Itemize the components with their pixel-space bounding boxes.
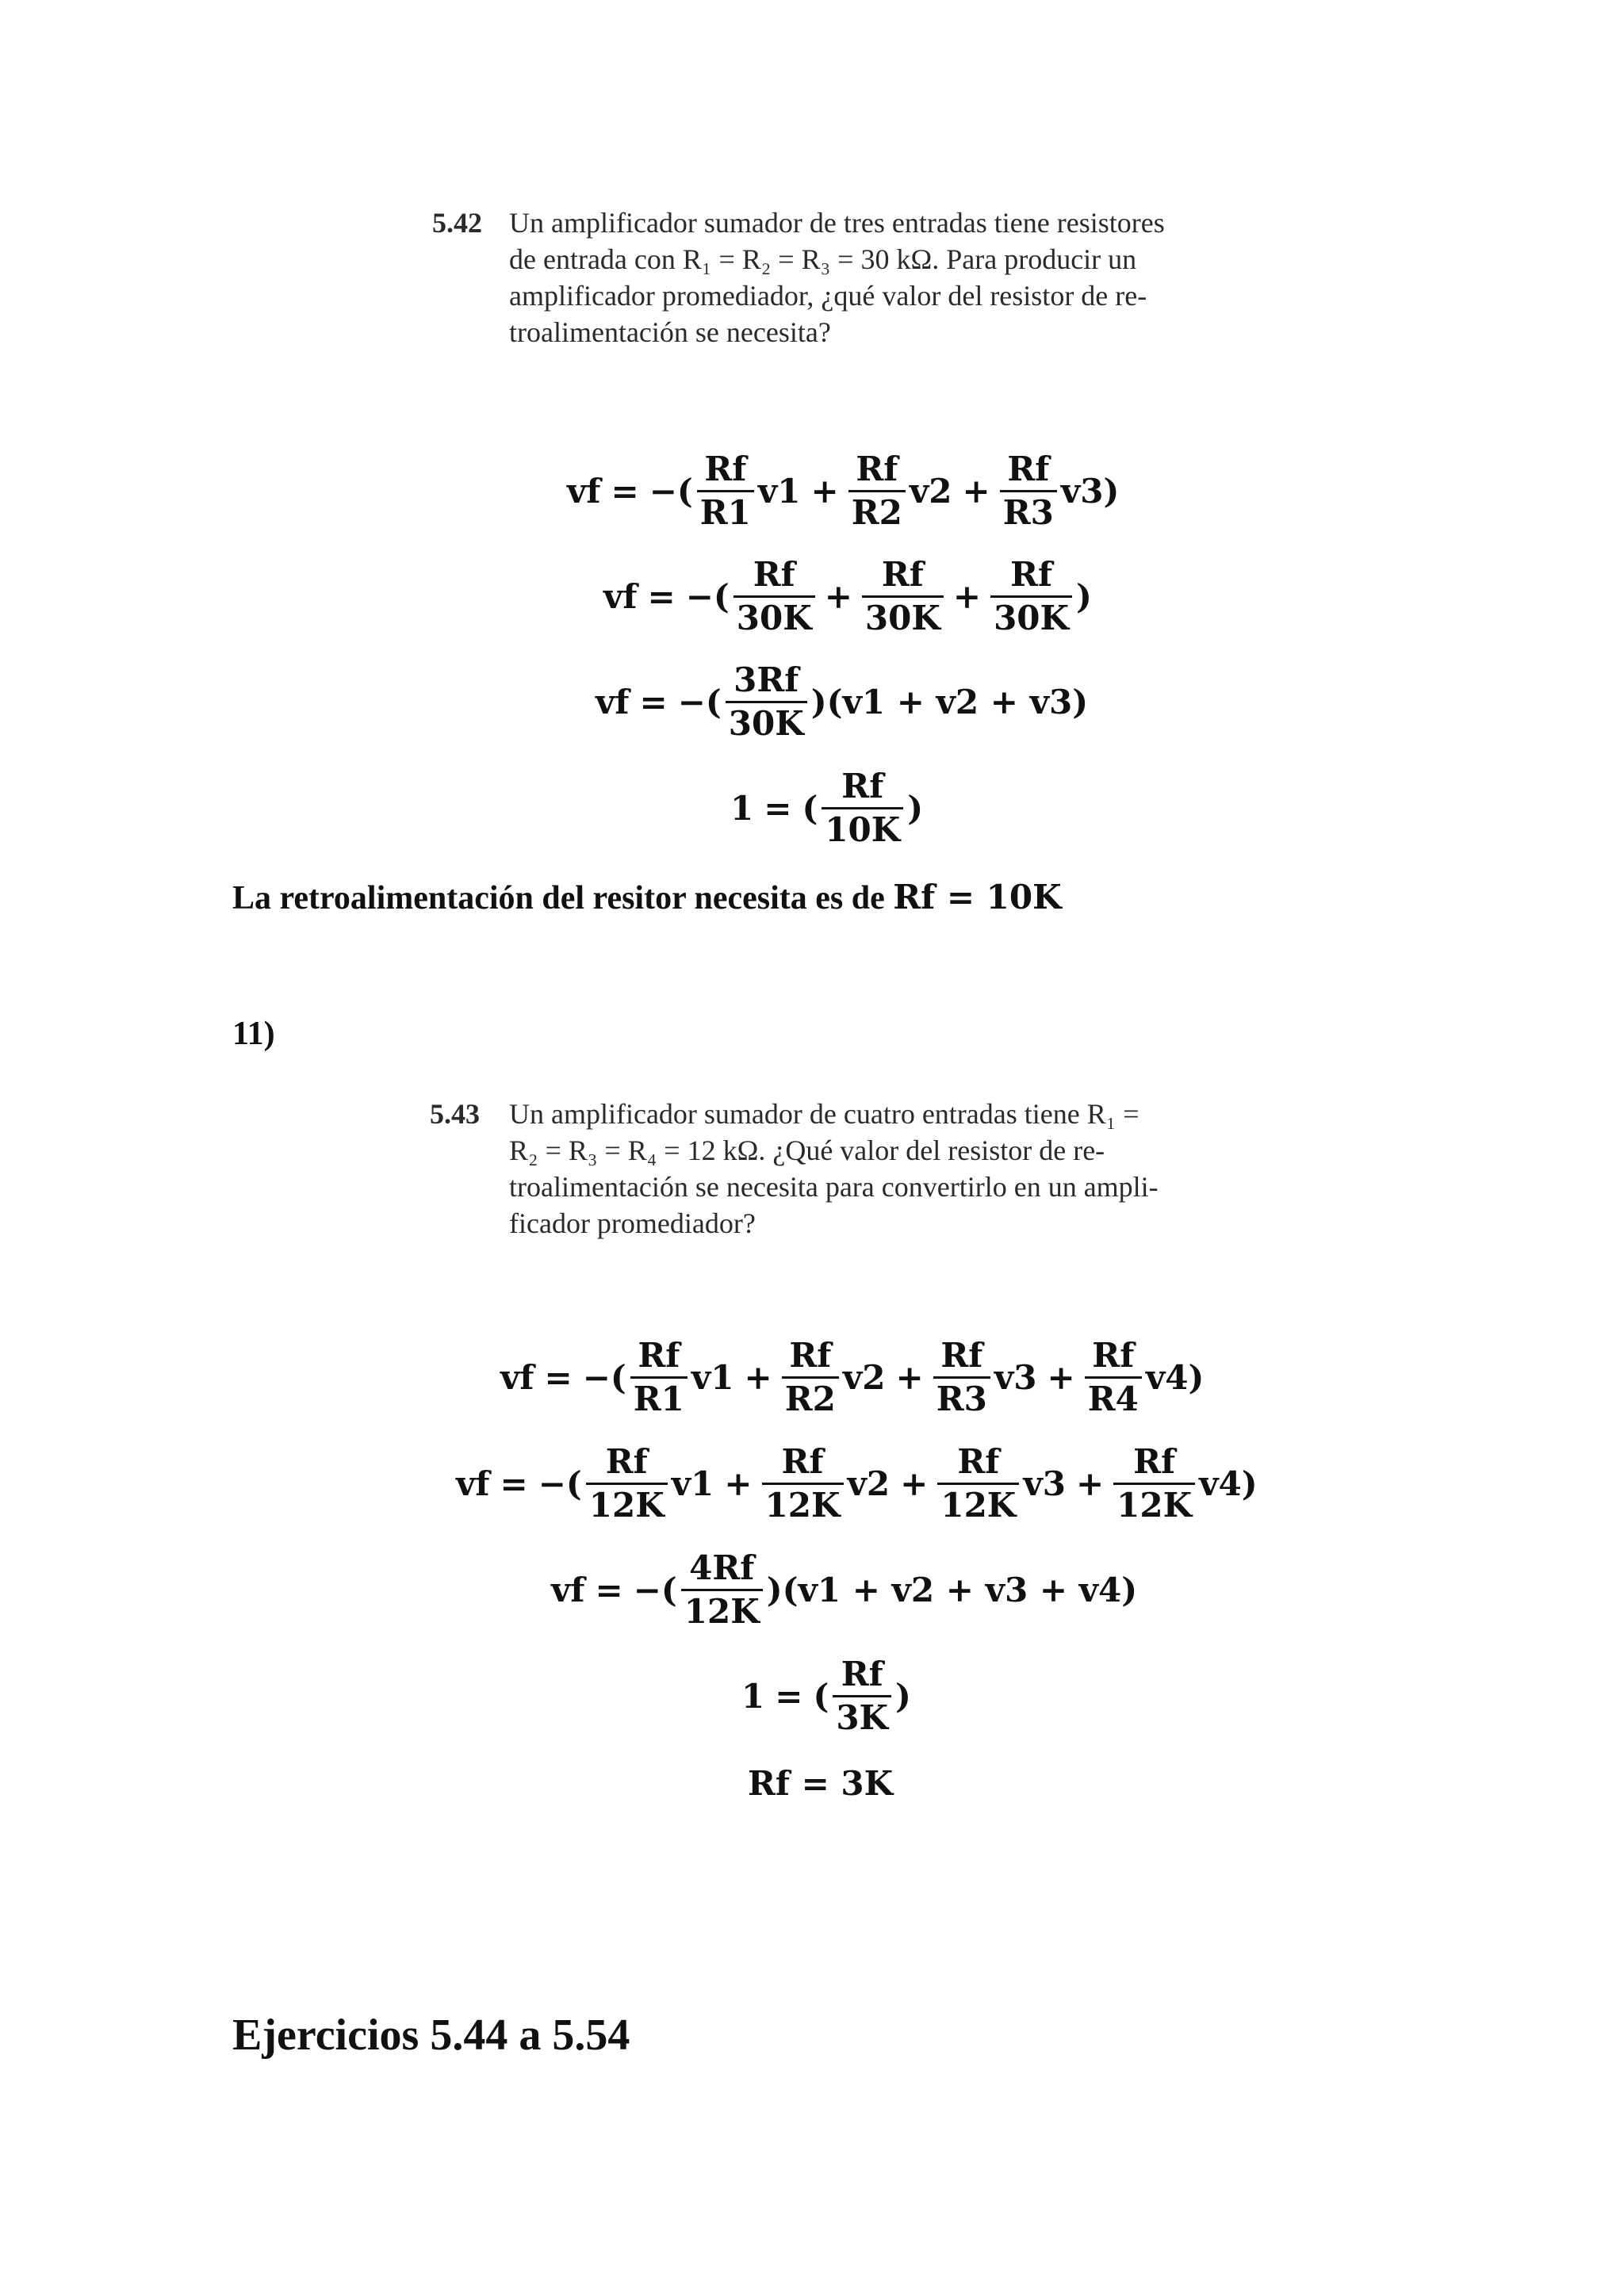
result-text: Rf = 3K (748, 1764, 894, 1803)
denominator: 30K (862, 595, 944, 636)
eq-sign: = (764, 789, 792, 828)
numerator: Rf (789, 1336, 832, 1375)
numerator: Rf (605, 1442, 648, 1481)
eq-lhs: 1 (730, 789, 754, 828)
numerator: Rf (856, 450, 898, 488)
eq-lhs: vf (596, 683, 630, 722)
equation-2 (601, 557, 1094, 636)
result (745, 1764, 895, 1803)
equation-4 (728, 769, 925, 848)
eq-var: v2 (847, 1464, 891, 1504)
numerator: Rf (1133, 1442, 1176, 1481)
denominator: 12K (1113, 1483, 1195, 1523)
eq-lhs: vf (500, 1358, 534, 1398)
problem-line: R₂ = R₃ = R₄ = 12 kΩ. ¿Qué valor del resistor de re- (509, 1135, 1105, 1166)
conclusion-math: Rf = 10K (893, 878, 1062, 916)
equation-4 (739, 1655, 914, 1738)
eq-lhs: vf (456, 1464, 490, 1504)
eq-sign: = (639, 683, 668, 722)
eq-sign: = (611, 472, 639, 511)
problem-line: amplificador promediador, ¿qué valor del resistor de re- (509, 280, 1147, 312)
denominator: R4 (1085, 1376, 1142, 1417)
problem-5-42 (432, 205, 1193, 350)
numerator: Rf (841, 767, 884, 806)
exercise-number: 11) (232, 1016, 275, 1052)
equation-1 (565, 450, 1121, 533)
eq-open: −( (649, 472, 693, 511)
problem-number: 5.43 (430, 1098, 480, 1130)
denominator: R3 (933, 1376, 990, 1417)
fraction (848, 450, 906, 533)
eq-open: ( (802, 789, 818, 828)
denominator: 10K (822, 807, 903, 848)
eq-close: ) (895, 1677, 911, 1716)
conclusion (232, 878, 1062, 917)
eq-sign: = (500, 1464, 528, 1504)
numerator: 3Rf (733, 660, 799, 699)
fraction (1113, 1442, 1195, 1525)
eq-sign: = (647, 577, 676, 617)
numerator: Rf (753, 555, 795, 594)
eq-var: v1 (671, 1464, 714, 1504)
eq-sign: = (595, 1571, 623, 1610)
eq-op: + (952, 577, 982, 617)
numerator: Rf (957, 1442, 1000, 1481)
eq-lhs: vf (603, 577, 638, 617)
eq-lhs: vf (551, 1571, 585, 1610)
eq-op: + (824, 577, 852, 617)
problem-5-43 (432, 1096, 1193, 1242)
fraction (697, 450, 754, 533)
numerator: Rf (940, 1336, 983, 1375)
eq-sign: = (544, 1358, 573, 1398)
fraction (822, 769, 903, 848)
eq-rest: )(v1 + v2 + v3) (810, 683, 1089, 722)
denominator: 30K (726, 701, 807, 741)
eq-var: v2 (842, 1358, 886, 1398)
eq-open: −( (677, 683, 722, 722)
conclusion-text: La retroalimentación del resitor necesita es de (232, 880, 885, 916)
fraction (762, 1442, 844, 1525)
numerator: Rf (1007, 450, 1050, 488)
denominator: 3K (833, 1695, 891, 1735)
eq-lhs: 1 (741, 1677, 765, 1716)
eq-op: + (810, 472, 839, 511)
numerator: Rf (781, 1442, 824, 1481)
denominator: 12K (681, 1589, 763, 1629)
fraction (586, 1442, 668, 1525)
problem-line: troalimentación se necesita para convertirlo en un ampli- (509, 1171, 1159, 1203)
fraction (933, 1338, 990, 1417)
eq-rest: )(v1 + v2 + v3 + v4) (766, 1571, 1138, 1610)
eq-open: ( (813, 1677, 829, 1716)
equation-1 (498, 1338, 1206, 1417)
eq-op: + (1047, 1358, 1075, 1398)
numerator: Rf (638, 1336, 680, 1375)
eq-open: −( (685, 577, 730, 617)
numerator: Rf (1092, 1336, 1135, 1375)
problem-text (509, 205, 1193, 350)
eq-var: v3) (1060, 472, 1120, 511)
eq-op: + (900, 1464, 929, 1504)
fraction (990, 557, 1072, 636)
denominator: R1 (630, 1376, 688, 1417)
problem-line: de entrada con R₁ = R₂ = R₃ = 30 kΩ. Para producir un (509, 243, 1137, 275)
fraction (681, 1548, 763, 1632)
problem-line: troalimentación se necesita? (509, 316, 831, 348)
denominator: 12K (586, 1483, 668, 1523)
eq-op: + (744, 1358, 772, 1398)
equation-3 (593, 660, 1090, 744)
problem-number: 5.42 (432, 207, 482, 239)
problem-line: Un amplificador sumador de cuatro entradas tiene R₁ = (509, 1098, 1139, 1130)
denominator: R2 (848, 490, 906, 530)
eq-op: + (1075, 1464, 1105, 1504)
eq-op: + (724, 1464, 753, 1504)
fraction (862, 557, 944, 636)
eq-var: v3 (1023, 1464, 1066, 1504)
numerator: Rf (841, 1655, 883, 1693)
denominator: R1 (697, 490, 754, 530)
eq-op: + (962, 472, 990, 511)
problem-line: Un amplificador sumador de tres entradas tiene resistores (509, 207, 1165, 239)
denominator: 30K (990, 595, 1072, 636)
fraction (833, 1655, 891, 1738)
denominator: R2 (782, 1376, 839, 1417)
numerator: Rf (1010, 555, 1053, 594)
equation-2 (454, 1442, 1260, 1525)
eq-open: −( (582, 1358, 626, 1398)
denominator: 12K (937, 1483, 1019, 1523)
numerator: Rf (704, 450, 747, 488)
eq-close: ) (1076, 577, 1092, 617)
fraction (733, 557, 815, 636)
eq-var: v1 (691, 1358, 734, 1398)
eq-var: v4) (1199, 1464, 1258, 1504)
problem-text (509, 1096, 1193, 1242)
eq-var: v2 (909, 472, 952, 511)
eq-op: + (895, 1358, 924, 1398)
fraction (937, 1442, 1019, 1525)
eq-var: v3 (994, 1358, 1037, 1398)
fraction (726, 660, 807, 744)
denominator: 12K (762, 1483, 844, 1523)
denominator: R3 (1000, 490, 1057, 530)
eq-close: ) (907, 789, 924, 828)
eq-sign: = (775, 1677, 803, 1716)
fraction (630, 1338, 688, 1417)
eq-open: −( (538, 1464, 582, 1504)
eq-lhs: vf (567, 472, 601, 511)
eq-open: −( (633, 1571, 677, 1610)
problem-line: ficador promediador? (509, 1207, 756, 1239)
eq-var: v1 (757, 472, 801, 511)
section-heading: Ejercicios 5.44 a 5.54 (232, 2011, 630, 2060)
fraction (1000, 450, 1057, 533)
eq-var: v4) (1145, 1358, 1205, 1398)
numerator: Rf (881, 555, 924, 594)
fraction (1085, 1338, 1142, 1417)
fraction (782, 1338, 839, 1417)
denominator: 30K (733, 595, 815, 636)
numerator: 4Rf (689, 1548, 755, 1587)
equation-3 (549, 1548, 1139, 1632)
